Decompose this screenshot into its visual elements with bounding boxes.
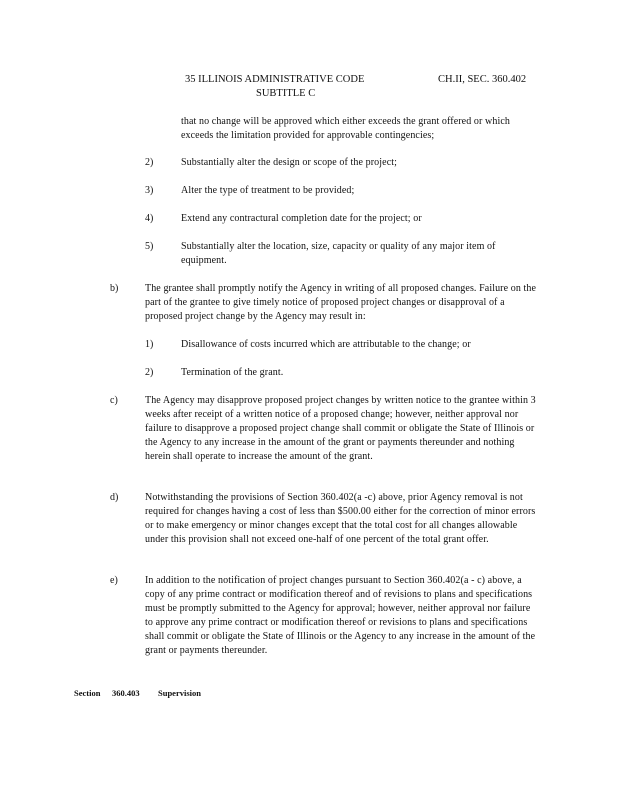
item-text: Substantially alter the location, size, capacity or quality of any major item of equipment. — [181, 241, 496, 266]
paragraph-label: c) — [110, 395, 118, 406]
section-word: Section — [74, 688, 101, 698]
paragraph-label: e) — [110, 575, 118, 586]
item-number: 2) — [145, 367, 154, 378]
item-text: Disallowance of costs incurred which are attributable to the change; or — [181, 339, 471, 350]
paragraph-label: b) — [110, 283, 119, 294]
header-title: 35 ILLINOIS ADMINISTRATIVE CODE — [185, 74, 365, 85]
item-number: 2) — [145, 157, 154, 168]
header-chapter: CH.II, SEC. 360.402 — [438, 74, 527, 85]
paragraph-text: In addition to the notification of project changes pursuant to Section 360.402(a - c) above, a copy of any prime contract or modification thereof and of revisions to plans and specifications must be promptly submitted to the Agency for approval; however, neither approval nor failure to approve any prime contract or modification thereof or revisions to plans and specifications shall commit or obligate the State of Illinois or the Agency to any increase in the amount of the grant or payments thereunder. — [145, 575, 536, 656]
item-text: Alter the type of treatment to be provided; — [181, 185, 355, 196]
paragraph-text: The Agency may disapprove proposed project changes by written notice to the grantee within 3 weeks after receipt of a written notice of a proposed change; however, neither approval nor failure to disapprove a proposed project change shall commit or obligate the State of Illinois or the Agency to any increase in the amount of the grant or payments thereunder and nothing herein shall operate to increase the amount of the grant. — [145, 395, 536, 462]
item-text: Substantially alter the design or scope of the project; — [181, 157, 397, 168]
continuation-text: that no change will be approved which either exceeds the grant offered or which exceeds the limitation provided for approvable contingencies; — [181, 116, 510, 141]
item-number: 4) — [145, 213, 154, 224]
item-text: Termination of the grant. — [181, 367, 284, 378]
paragraph-label: d) — [110, 492, 119, 503]
item-number: 5) — [145, 241, 154, 252]
item-number: 1) — [145, 339, 154, 350]
section-number: 360.403 — [112, 688, 140, 698]
header-subtitle: SUBTITLE C — [256, 88, 316, 99]
paragraph-text: The grantee shall promptly notify the Agency in writing of all proposed changes. Failure on the part of the grantee to give timely notice of proposed project changes or disapproval of a proposed project change by the Agency may result in: — [145, 283, 537, 322]
item-number: 3) — [145, 185, 154, 196]
item-text: Extend any contractural completion date for the project; or — [181, 213, 422, 224]
paragraph-text: Notwithstanding the provisions of Section 360.402(a -c) above, prior Agency removal is not required for changes having a cost of less than $500.00 either for the correction of minor errors or to make emergency or minor changes except that the total cost for all changes allowable under this provision shall not exceed one-half of one percent of the total grant offer. — [145, 492, 536, 545]
section-title: Supervision — [158, 688, 201, 698]
